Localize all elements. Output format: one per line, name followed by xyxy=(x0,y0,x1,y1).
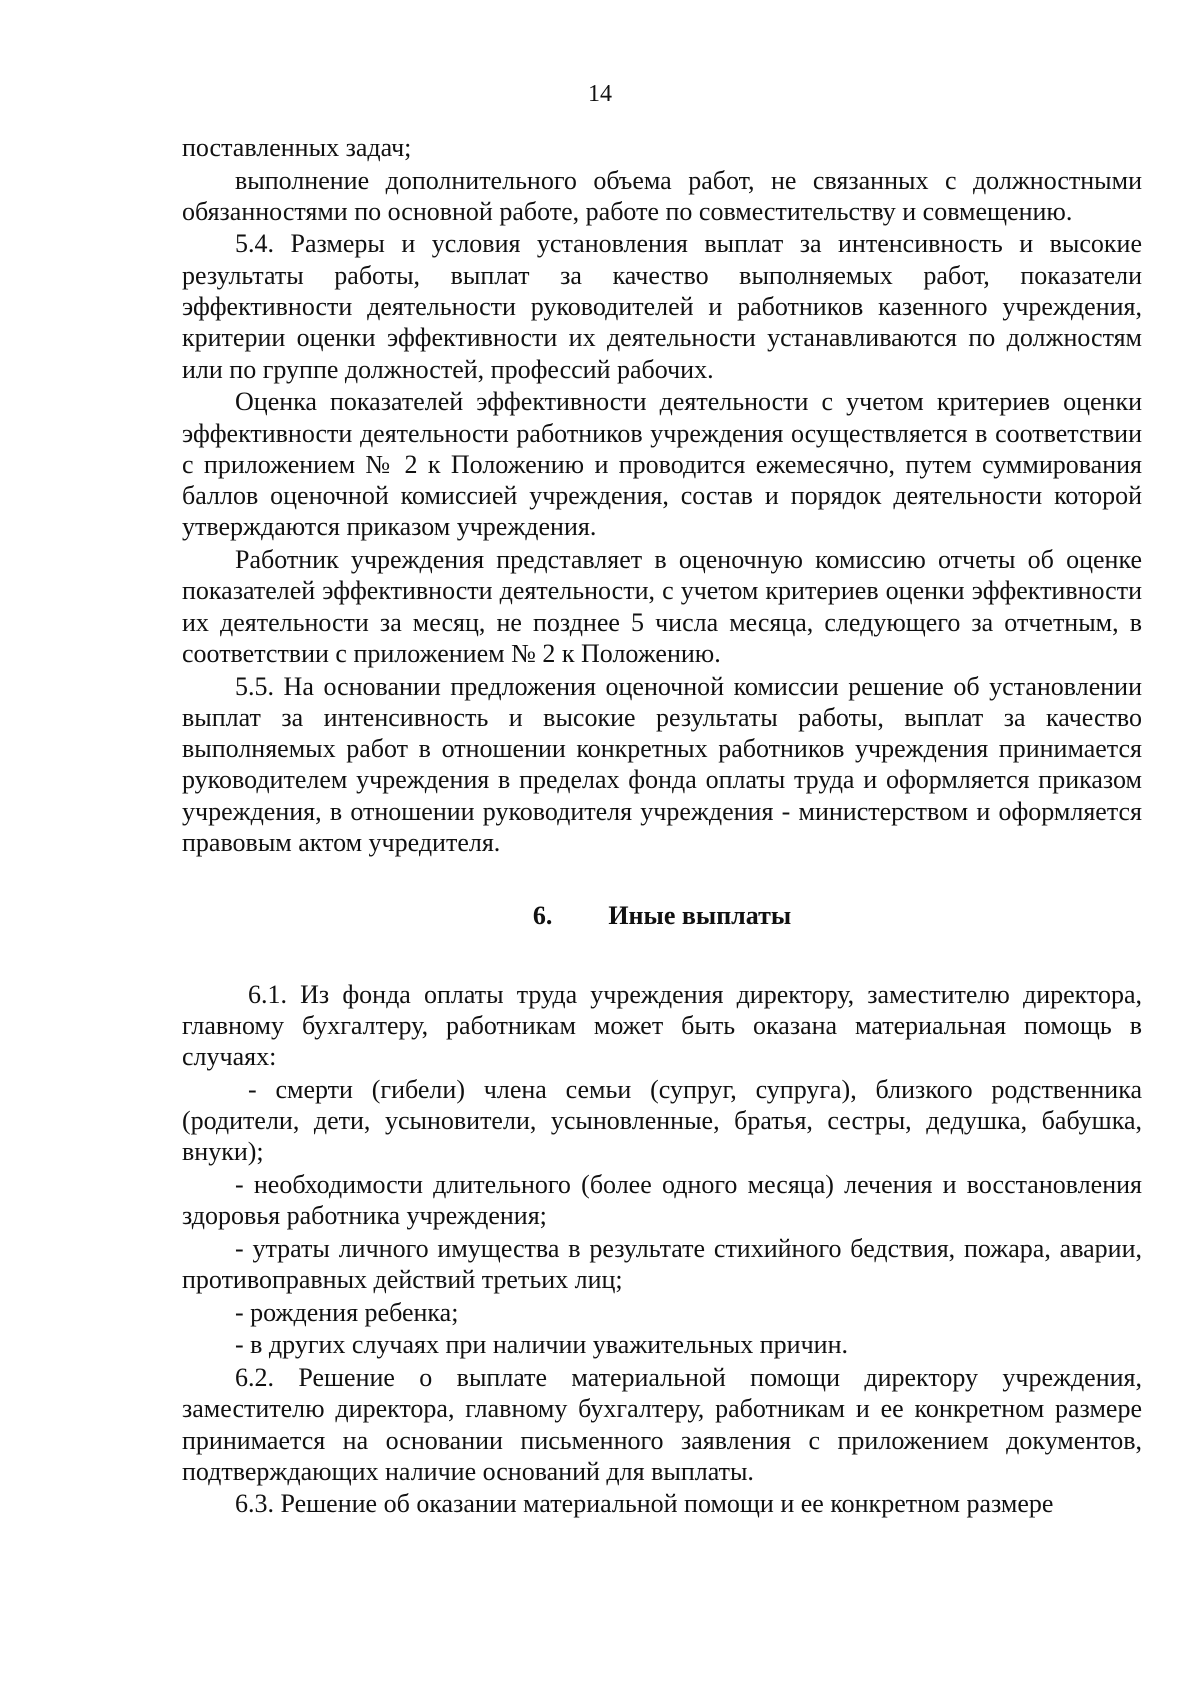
paragraph-6-2: 6.2. Решение о выплате материальной помощи директору учреждения, заместителю директора, главному бухгалтеру, работникам и ее конкретном размере принимается на основании письменного заявления с приложением документов, подтверждающих наличие оснований для выплаты. xyxy=(182,1362,1142,1486)
list-item: - рождения ребенка; xyxy=(235,1297,459,1327)
list-item: - утраты личного имущества в результате стихийного бедствия, пожара, аварии, противоправных действий третьих лиц; xyxy=(182,1233,1142,1295)
list-item: - смерти (гибели) члена семьи (супруг, супруга), близкого родственника (родители, дети, усыновители, усыновленные, братья, сестры, дедушка, бабушка, внуки); xyxy=(182,1074,1142,1167)
paragraph-continuation: поставленных задач; xyxy=(182,133,412,162)
paragraph-5-4: 5.4. Размеры и условия установления выплат за интенсивность и высокие результаты работы, выплат за качество выполняемых работ, показатели эффективности деятельности руководителей и работников казенного учреждения, критерии оценки эффективности их деятельности устанавливаются по должностям или по группе должностей, профессий рабочих. xyxy=(182,229,1142,384)
section-number: 6. xyxy=(532,901,553,931)
section-title: Иные выплаты xyxy=(608,901,792,931)
paragraph: Работник учреждения представляет в оценочную комиссию отчеты об оценке показателей эффективности деятельности, с учетом критериев оценки эффективности их деятельности за месяц, не позднее 5 числа месяца, следующего за отчетным, в соответствии с приложением № 2 к Положению. xyxy=(182,545,1142,668)
paragraph: выполнение дополнительного объема работ, не связанных с должностными обязанностями по основной работе, работе по совместительству и совмещению. xyxy=(182,165,1142,226)
paragraph: Оценка показателей эффективности деятельности с учетом критериев оценки эффективности деятельности работников учреждения осуществляется в соответствии с приложением № 2 к Положению и проводится ежемесячно, путем суммирования баллов оценочной комиссией учреждения, состав и порядок деятельности которой утверждаются приказом учреждения. xyxy=(182,387,1142,542)
paragraph-5-5: 5.5. На основании предложения оценочной комиссии решение об установлении выплат за интенсивность и высокие результаты работы, выплат за качество выполняемых работ в отношении конкретных работников учреждения принимается руководителем учреждения в пределах фонда оплаты труда и оформляется приказом учреждения, в отношении руководителя учреждения - министерством и оформляется правовым актом учредителя. xyxy=(182,671,1142,858)
section-heading xyxy=(182,900,1142,931)
page-number: 14 xyxy=(588,81,612,107)
list-item: - необходимости длительного (более одного месяца) лечения и восстановления здоровья работника учреждения; xyxy=(182,1169,1142,1231)
paragraph-6-3: 6.3. Решение об оказании материальной помощи и ее конкретном размере xyxy=(235,1489,1054,1519)
list-item: - в других случаях при наличии уважительных причин. xyxy=(235,1330,848,1360)
paragraph-6-1: 6.1. Из фонда оплаты труда учреждения директору, заместителю директора, главному бухгалтеру, работникам может быть оказана материальная помощь в случаях: xyxy=(182,979,1142,1072)
document-body xyxy=(182,132,1142,1521)
